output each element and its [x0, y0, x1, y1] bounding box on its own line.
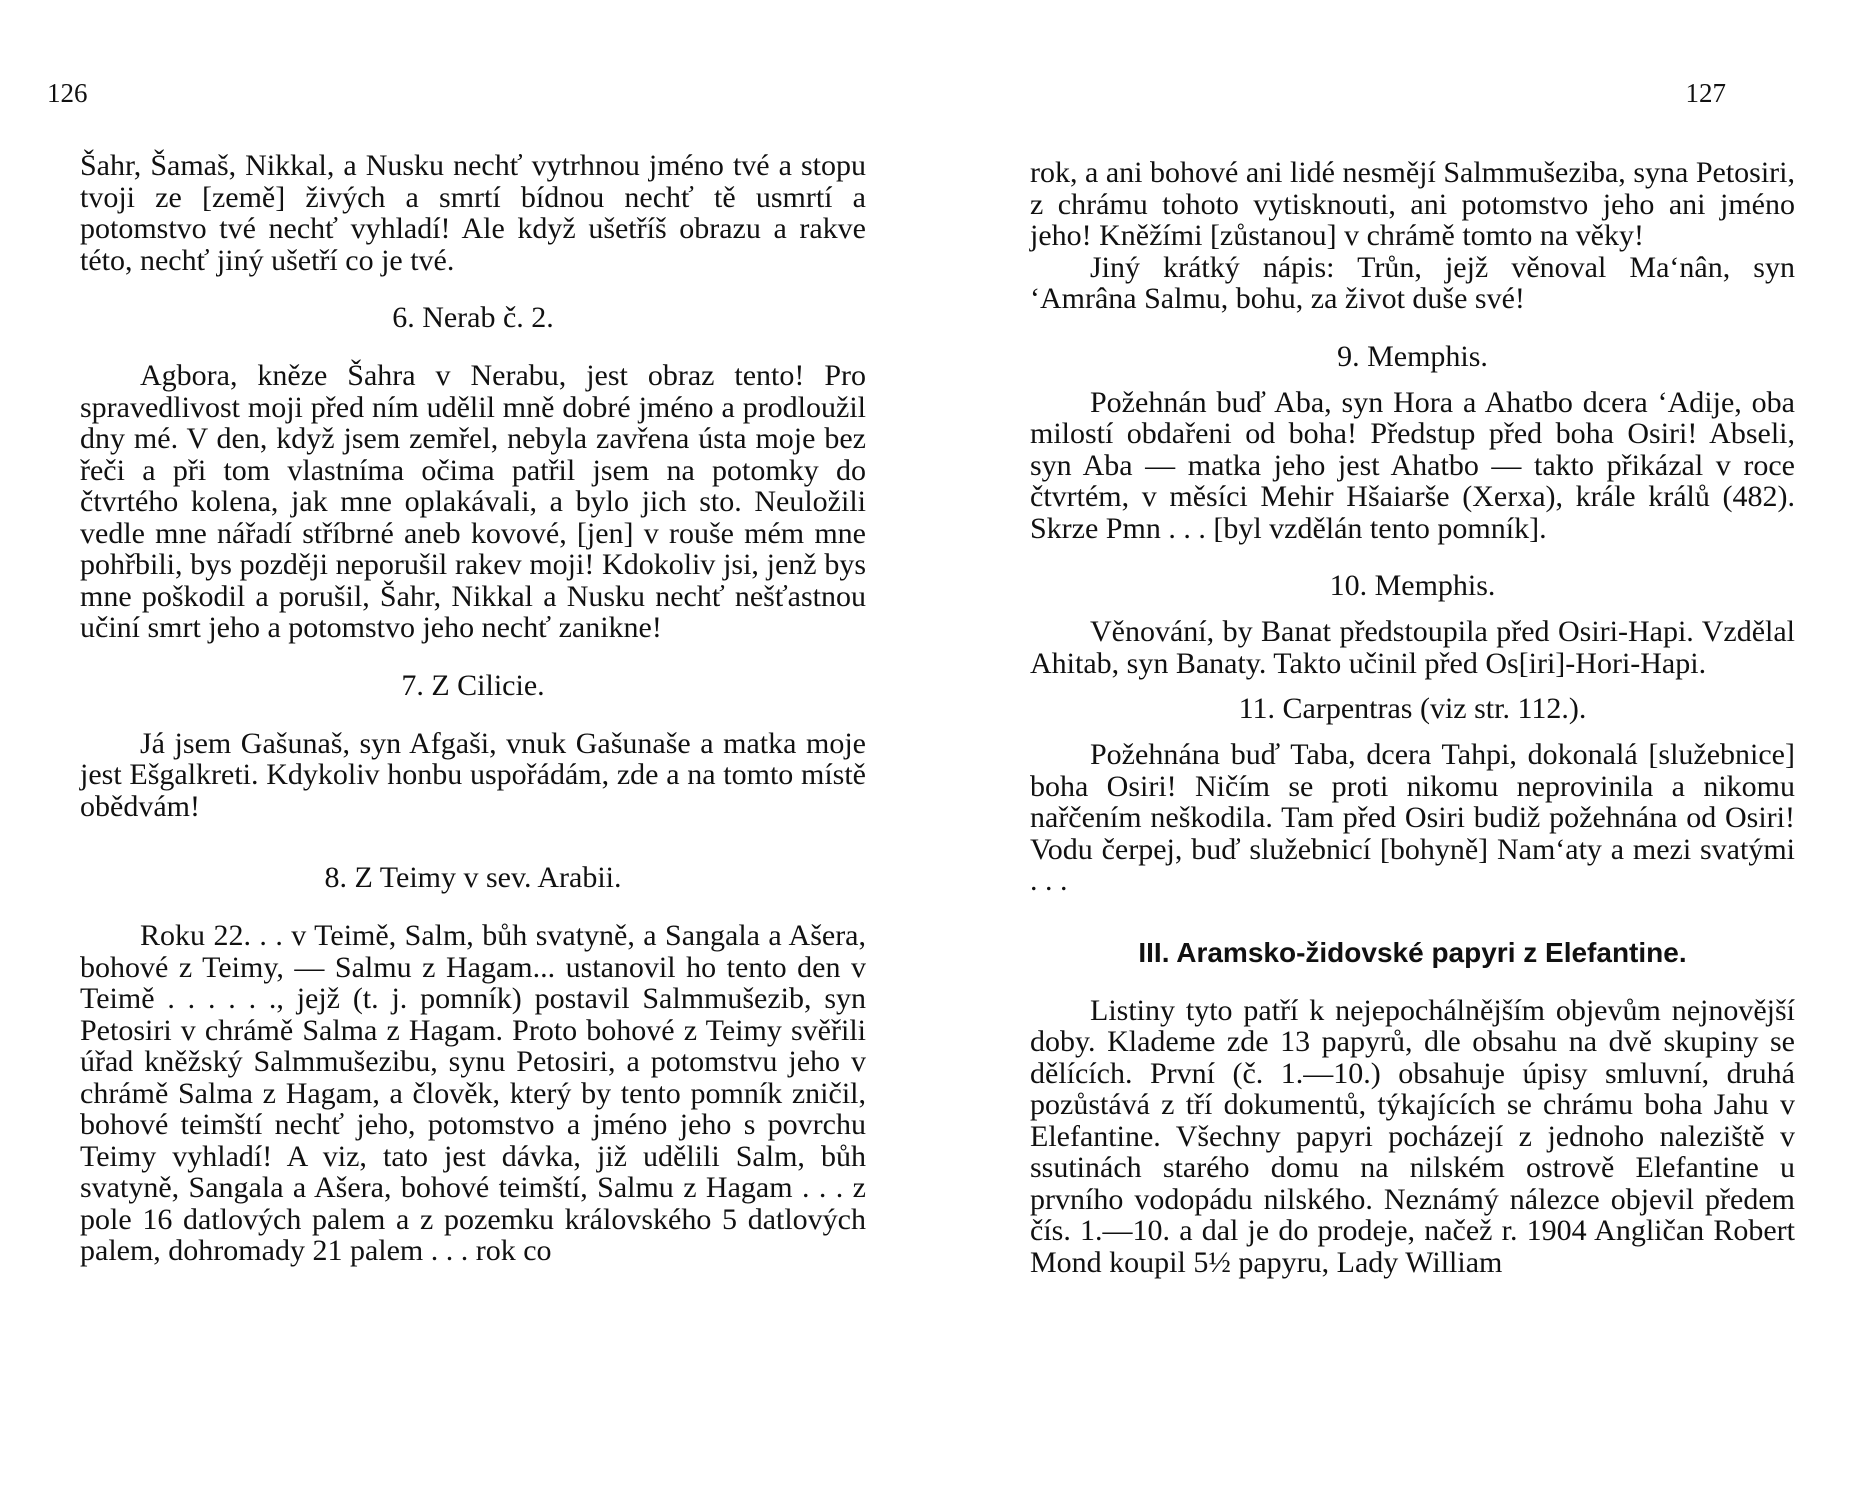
short-inscription-text: Jiný krátký nápis: Trůn, jejž věnoval Ma‘nân, syn ‘Amrâna Salmu, bohu, za život duše své!	[1030, 250, 1795, 315]
left-column	[80, 150, 866, 1267]
page-number-right: 127	[1685, 78, 1726, 108]
section-6-heading: 6. Nerab č. 2.	[392, 301, 554, 334]
section-7-heading: 7. Z Cilicie.	[401, 668, 545, 702]
section-9-text: Požehnán buď Aba, syn Hora a Ahatbo dcera ‘Adije, oba milostí obdařeni od boha! Předstup před boha Osiri! Abseli, syn Aba — matka jeho jest Ahatbo — takto přikázal v roce čtvrtém, v měsíci Mehir Hšaiarše (Xerxa), krále králů (482). Skrze Pmn . . . [byl vzdělán tento pomník].	[1030, 385, 1795, 545]
section-9-heading: 9. Memphis.	[1337, 339, 1488, 373]
continuation-text-right: rok, a ani bohové ani lidé nesmějí Salmmušeziba, syna Petosiri, z chrámu tohoto vytisknouti, ani potomstvo jeho ani jméno jeho! Kněžími [zůstanou] v chrámě tomto na věky!	[1030, 156, 1795, 252]
section-7-text: Já jsem Gašunaš, syn Afgaši, vnuk Gašunaše a matka moje jest Ešgalkreti. Kdykoliv honbu uspořádám, zde a na tomto místě obědvám!	[80, 726, 866, 823]
section-6-text: Agbora, kněze Šahra v Nerabu, jest obraz tento! Pro spravedlivost moji před ním udělil mně dobré jméno a prodloužil dny mé. V den, když jsem zemřel, nebyla zavřena ústa moje bez řeči a při tom vlastníma očima patřil jsem na potomky do čtvrtého kolena, jak mne oplakávali, a bylo jich sto. Neuložili vedle mne nářadí stříbrné aneb kovové, [jen] v rouše mém mne pohřbili, bys později neporušil rakev moji! Kdokoliv jsi, jenž bys mne poškodil a porušil, Šahr, Nikkal a Nusku nechť nešťastnou učiní smrt jeho a potomstvo jeho nechť zanikne!	[80, 359, 866, 644]
section-10-heading: 10. Memphis.	[1329, 569, 1496, 602]
section-10-text: Věnování, by Banat předstoupila před Osiri-Hapi. Vzdělal Ahitab, syn Banaty. Takto učinil před Os[iri]-Hori-Hapi.	[1030, 615, 1795, 680]
section-11-text: Požehnána buď Taba, dcera Tahpi, dokonalá [služebnice] boha Osiri! Ničím se proti nikomu neprovinila a nikomu nařčením neškodila. Tam před Osiri budiž požehnána od Osiri! Vodu čerpej, buď služebnicí [bohyně] Nam‘aty a mezi svatými . . .	[1030, 738, 1795, 897]
chapter-3-heading: III. Aramsko-židovské papyri z Elefantine.	[1138, 936, 1687, 968]
continuation-text: Šahr, Šamaš, Nikkal, a Nusku nechť vytrhnou jméno tvé a stopu tvoji ze [země] živých a smrtí bídnou nechť tě usmrtí a potomstvo tvé nechť vyhladí! Ale když ušetříš obrazu a rakve této, nechť jiný ušetří co je tvé.	[80, 149, 866, 277]
section-8-heading: 8. Z Teimy v sev. Arabii.	[324, 861, 622, 894]
section-11-heading: 11. Carpentras (viz str. 112.).	[1238, 692, 1587, 725]
chapter-3-text: Listiny tyto patří k nejepochálnějším objevům nejnovější doby. Klademe zde 13 papyrů, dle obsahu na dvě skupiny se dělících. První (č. 1.—10.) obsahuje úpisy smluvní, druhá pozůstává z tří dokumentů, týkajících se chrámu boha Jahu v Elefantine. Všechny papyri pocházejí z jednoho naleziště v ssutinách starého domu na nilském ostrově Elefantine u prvního vodopádu nilského. Neznámý nálezce objevil předem čís. 1.—10. a dal je do prodeje, načež r. 1904 Angličan Robert Mond koupil 5½ papyru, Lady William	[1030, 993, 1795, 1279]
section-8-text: Roku 22. . . v Teimě, Salm, bůh svatyně, a Sangala a Ašera, bohové z Teimy, — Salmu z Hagam... ustanovil ho tento den v Teimě . . . . . ., jejž (t. j. pomník) postavil Salmmušezib, syn Petosiri v chrámě Salma z Hagam. Proto bohové z Teimy svěřili úřad kněžský Salmmušezibu, synu Petosiri, a potomstvu jeho v chrámě Salma z Hagam, a člověk, který by tento pomník zničil, bohové teimští nechť jeho, potomstvo a jméno jeho s povrchu Teimy vyhladí! A viz, tato jest dávka, již udělili Salm, bůh svatyně, Sangala a Ašera, bohové teimští, Salmu z Hagam . . . z pole 16 datlových palem a z pozemku královského 5 datlových palem, dohromady 21 palem . . . rok co	[80, 919, 866, 1267]
right-page	[928, 0, 1856, 1500]
right-column	[1030, 157, 1795, 1278]
page-number-left: 126	[47, 78, 88, 108]
